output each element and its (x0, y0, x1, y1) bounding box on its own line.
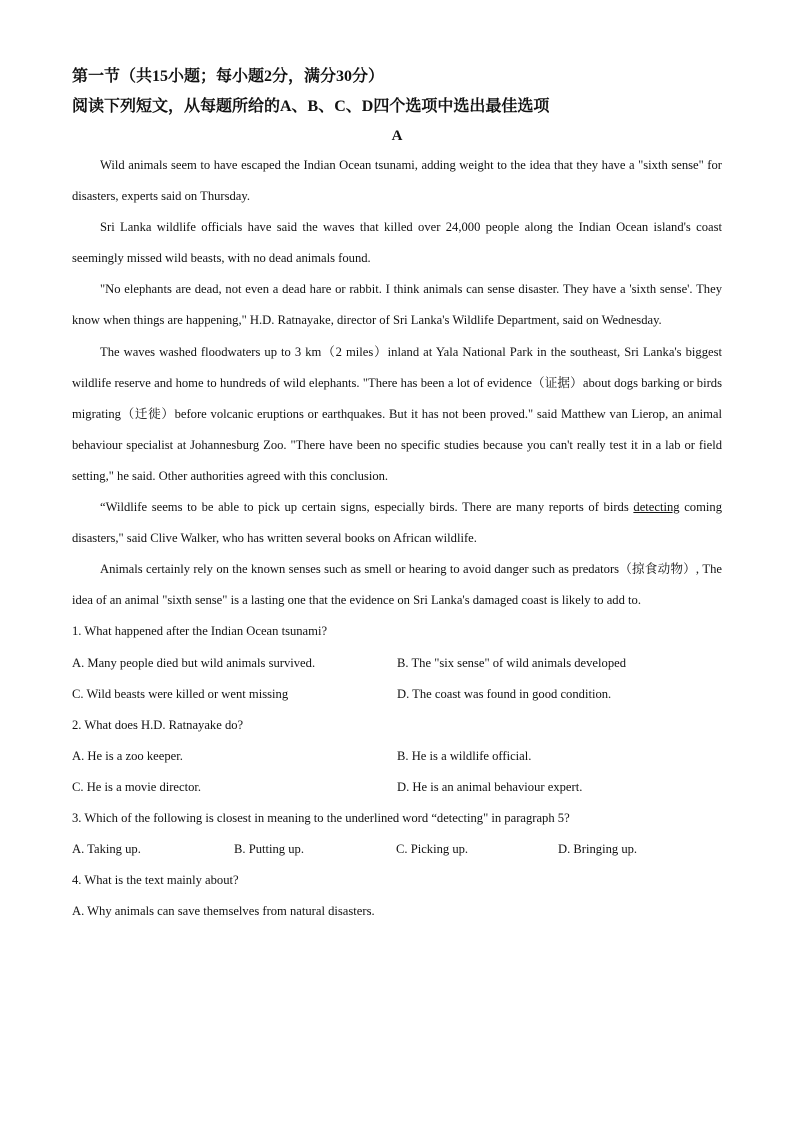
question-2-option-b[interactable]: B. He is a wildlife official. (397, 748, 532, 763)
question-1-option-b[interactable]: B. The "six sense" of wild animals developed (397, 655, 626, 670)
question-1-options-row-1 (72, 648, 722, 679)
passage-paragraph-4: The waves washed floodwaters up to 3 km（2 miles）inland at Yala National Park in the southeast, Sri Lanka's biggest wildlife reserve and home to hundreds of wild elephants. "There has been a lot of evidence（证据）about dogs barking or birds migrating（迁徙）before volcanic eruptions or earthquakes. But it has not been proved." said Matthew van Lierop, an animal behaviour specialist at Johannesburg Zoo. "There have been no specific studies because you can't really test it in a lab or field setting," he said. Other authorities agreed with this conclusion. (72, 344, 722, 483)
question-3-options-row (72, 834, 722, 865)
question-1-stem: 1. What happened after the Indian Ocean tsunami? (72, 624, 328, 639)
question-2-stem: 2. What does H.D. Ratnayake do? (72, 717, 244, 732)
question-2-option-a[interactable]: A. He is a zoo keeper. (72, 748, 183, 763)
underlined-word: detecting (633, 500, 680, 515)
question-2-option-c[interactable]: C. He is a movie director. (72, 779, 202, 794)
passage-paragraph-5 (72, 492, 722, 554)
paragraph-5-text-end: coming disasters," said Clive Walker, who has written several books on African wildlife. (72, 500, 722, 546)
question-1-option-c[interactable]: C. Wild beasts were killed or went missing (72, 686, 289, 701)
section-title: 第一节（共15小题；每小题2分，满分30分） (72, 68, 385, 85)
paragraph-5-text-start: “Wildlife seems to be able to pick up certain signs, especially birds. There are many reports of birds (100, 500, 634, 515)
passage-paragraph-6: Animals certainly rely on the known senses such as smell or hearing to avoid danger such as predators（掠食动物）, The idea of an animal "sixth sense" is a lasting one that the evidence on Sri Lanka's damaged coast is likely to add to. (72, 562, 722, 608)
question-3-option-b[interactable]: B. Putting up. (234, 842, 304, 857)
passage-paragraph-2: Sri Lanka wildlife officials have said the waves that killed over 24,000 people along the Indian Ocean island's coast seemingly missed wild beasts, with no dead animals found. (72, 220, 722, 266)
question-3-option-d[interactable]: D. Bringing up. (558, 842, 638, 857)
passage-paragraph-1: Wild animals seem to have escaped the Indian Ocean tsunami, adding weight to the idea that they have a "sixth sense" for disasters, experts said on Thursday. (72, 158, 722, 204)
question-2-option-d[interactable]: D. He is an animal behaviour expert. (397, 779, 583, 794)
question-2-options-row-1 (72, 741, 722, 772)
exam-page (72, 62, 722, 927)
instruction-text: 阅读下列短文，从每题所给的A、B、C、D四个选项中选出最佳选项 (72, 98, 550, 115)
question-3-stem: 3. Which of the following is closest in meaning to the underlined word “detecting" in paragraph 5? (72, 810, 570, 825)
passage-label: A (391, 128, 403, 144)
question-4-options-row (72, 896, 722, 927)
question-4-stem: 4. What is the text mainly about? (72, 873, 239, 888)
question-1-option-d[interactable]: D. The coast was found in good condition. (397, 686, 612, 701)
question-2-options-row-2 (72, 772, 722, 803)
passage-paragraph-3: "No elephants are dead, not even a dead hare or rabbit. I think animals can sense disaster. They have a 'sixth sense'. They know when things are happening," H.D. Ratnayake, director of Sri Lanka's Wildlife Department, said on Wednesday. (72, 282, 722, 328)
question-1-options-row-2 (72, 679, 722, 710)
question-3-option-a[interactable]: A. Taking up. (72, 842, 141, 857)
question-1-option-a[interactable]: A. Many people died but wild animals survived. (72, 655, 316, 670)
question-3-option-c[interactable]: C. Picking up. (396, 842, 469, 857)
question-4-option-a[interactable]: A. Why animals can save themselves from natural disasters. (72, 904, 375, 919)
